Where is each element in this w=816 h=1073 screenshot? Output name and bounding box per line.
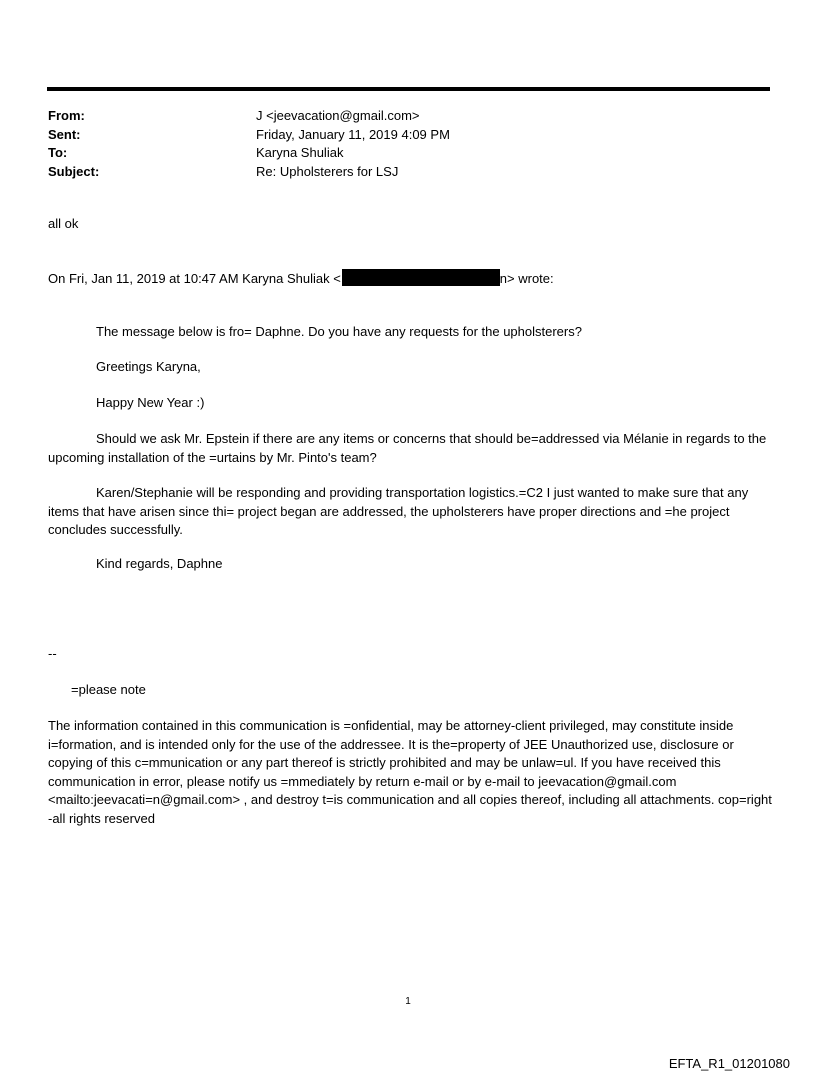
disclaimer: The information contained in this communication is =onfidential, may be attorney-client privileged, may constitute inside i=formation, and is intended only for the use of the addressee. It is the=property of JEE Unauthorized use, disclosure or copying of this c=mmunication or any part thereof is strictly prohibited and may be unlaw=ul. If you have received this communication in error, please notify us =mmediately by return e-mail or by e-mail to jeevacation@gmail.com <mailto:jeevacati=n@gmail.com> , and destroy t=is communication and all copies thereof, including all attachments. cop=right -all rights reserved [48,718,772,826]
paragraph-5: Karen/Stephanie will be responding and providing transportation logistics.=C2 I just wanted to make sure that any items that have arisen since thi= project began are addressed, the upholsterers have proper directions and =he project concludes successfully. [48,485,749,537]
to-label: To: [48,145,68,160]
to-value: Karyna Shuliak [256,145,344,160]
paragraph-2: Greetings Karyna, [96,359,201,374]
email-header [48,107,450,181]
paragraph-3: Happy New Year :) [96,395,205,410]
paragraph-6: Kind regards, Daphne [96,556,223,571]
bates-number: EFTA_R1_01201080 [668,1056,790,1071]
subject-row [48,163,450,182]
paragraph-1: The message below is fro= Daphne. Do you have any requests for the upholsterers? [96,324,582,339]
to-row [48,144,450,163]
quote-intro [48,269,554,289]
subject-label: Subject: [48,163,100,179]
from-value: J <jeevacation@gmail.com> [256,108,420,123]
subject-value: Re: Upholsterers for LSJ [256,163,399,179]
from-label: From: [48,108,85,123]
page-number: 1 [405,996,411,1007]
from-row [48,107,450,126]
quote-intro-tail: n> wrote: [499,271,554,286]
sent-row [48,126,450,145]
redaction-block [342,269,500,286]
sent-value: Friday, January 11, 2019 4:09 PM [256,126,450,142]
quote-intro-start: On Fri, Jan 11, 2019 at 10:47 AM Karyna Shuliak < [48,271,341,286]
paragraph-4: Should we ask Mr. Epstein if there are any items or concerns that should be=addressed via Mélanie in regards to the upcoming installation of the =urtains by Mr. Pinto's team? [48,431,767,465]
signature-dash: -- [48,646,57,661]
signature-note: =please note [71,682,146,697]
reply-text: all ok [48,216,79,231]
header-rule [47,87,770,91]
sent-label: Sent: [48,126,81,142]
